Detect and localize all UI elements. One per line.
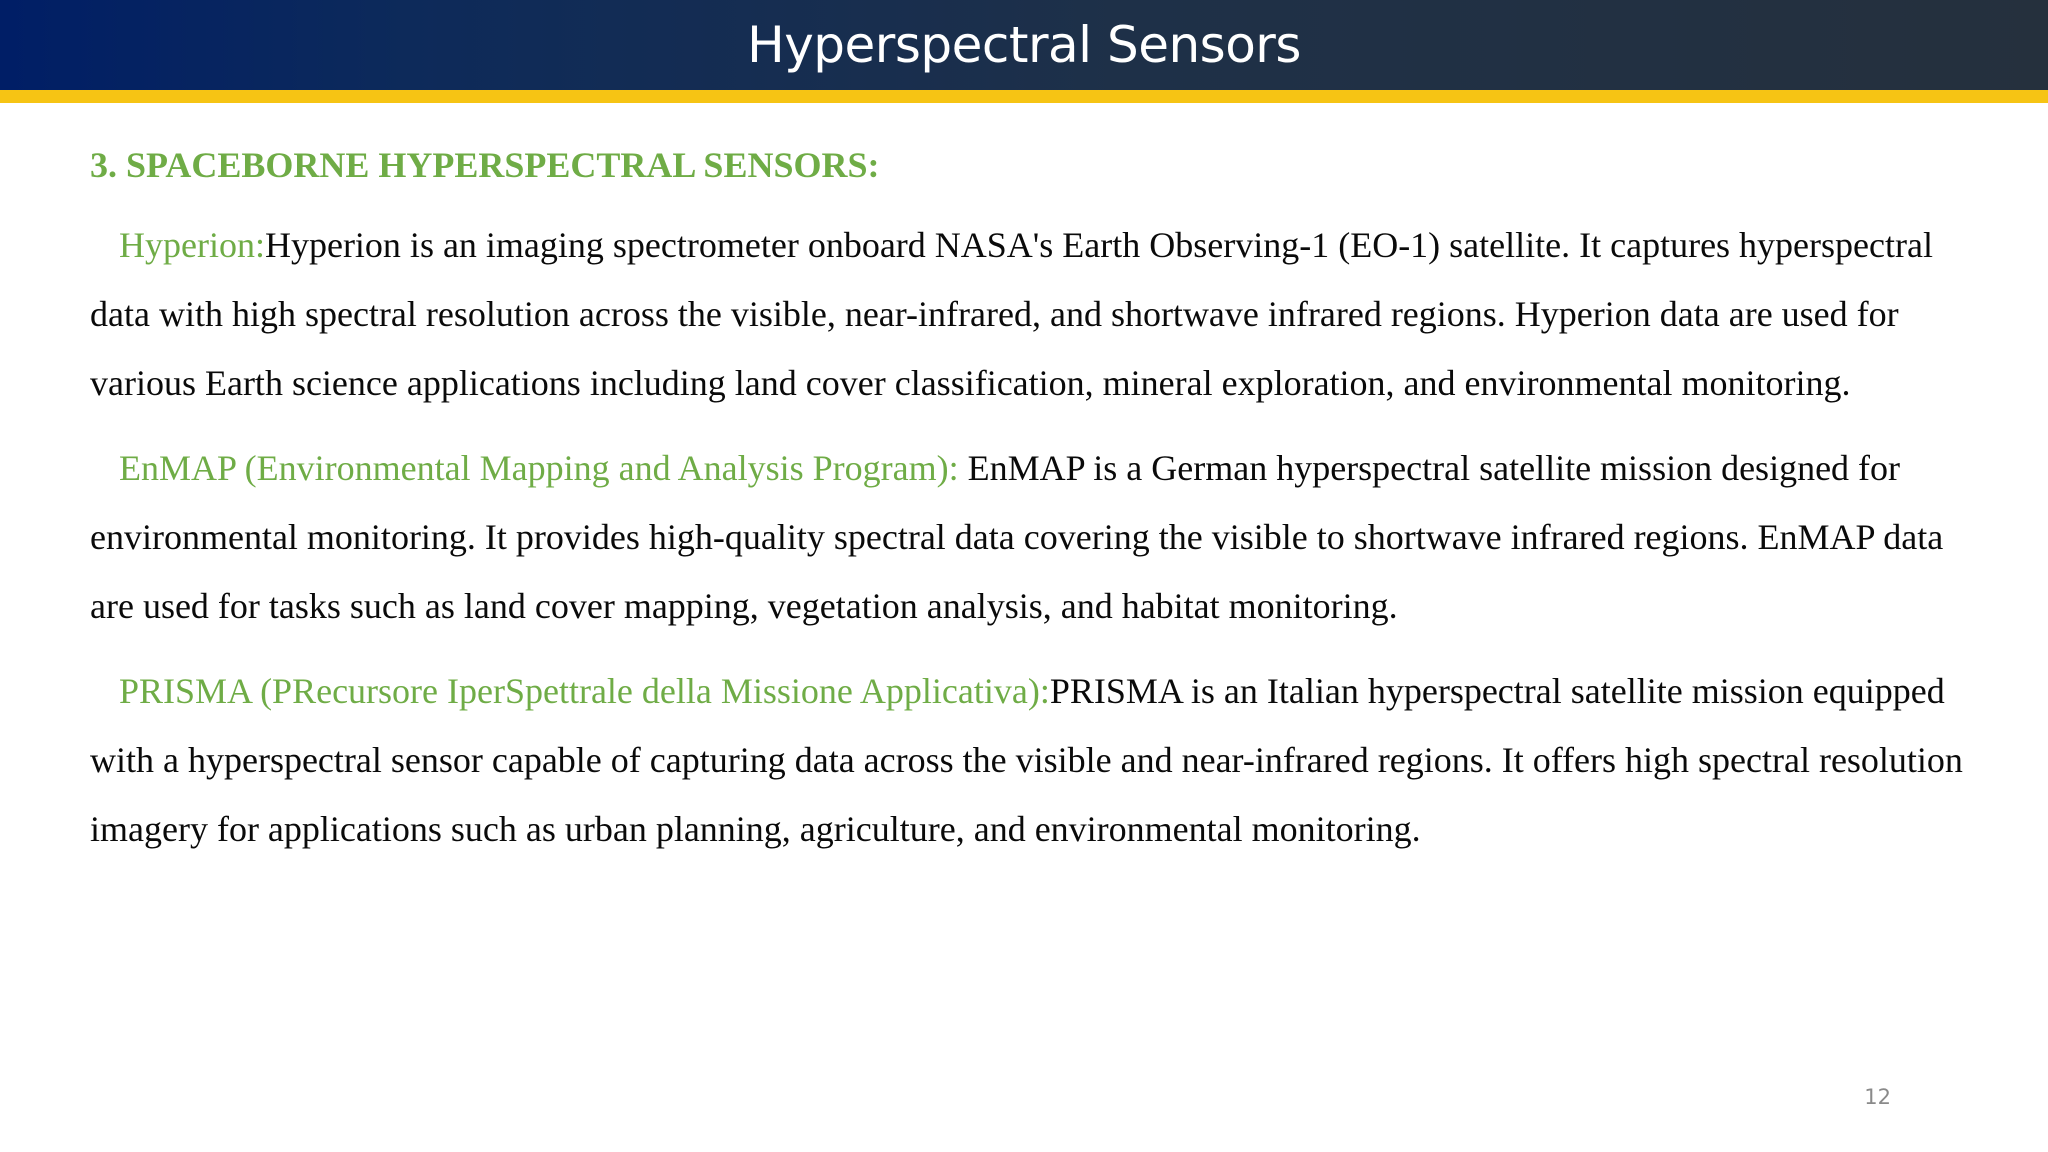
sensor-description-prisma: PRISMA is an Italian hyperspectral satellite mission equipped with a hyperspectral sensor capable of capturing data across the visible and near-infrared regions. It offers high spectral resolution imagery for applications such as urban planning, agriculture, and environmental monitoring.	[90, 671, 1963, 849]
slide-title: Hyperspectral Sensors	[747, 16, 1301, 74]
page-number: 12	[1864, 1085, 1891, 1109]
slide-content	[90, 135, 1990, 864]
sensor-description-enmap: EnMAP is a German hyperspectral satellite mission designed for environmental monitoring. It provides high-quality spectral data covering the visible to shortwave infrared regions. EnMAP data are used for tasks such as land cover mapping, vegetation analysis, and habitat monitoring.	[90, 448, 1944, 626]
sensor-name-hyperion: Hyperion:	[119, 225, 265, 265]
sensor-paragraph-prisma	[90, 657, 1990, 864]
sensor-description-hyperion: Hyperion is an imaging spectrometer onboard NASA's Earth Observing-1 (EO-1) satellite. It captures hyperspectral data with high spectral resolution across the visible, near-infrared, and shortwave infrared regions. Hyperion data are used for various Earth science applications including land cover classification, mineral exploration, and environmental monitoring.	[90, 225, 1933, 403]
sensor-paragraph-enmap	[90, 434, 1990, 641]
sensor-name-prisma: PRISMA (PRecursore IperSpettrale della Missione Applicativa):	[119, 671, 1050, 711]
sensor-name-enmap: EnMAP (Environmental Mapping and Analysis Program):	[119, 448, 968, 488]
sensor-paragraph-hyperion	[90, 211, 1990, 418]
header-accent-bar	[0, 90, 2048, 103]
section-heading: 3. SPACEBORNE HYPERSPECTRAL SENSORS:	[90, 145, 880, 185]
